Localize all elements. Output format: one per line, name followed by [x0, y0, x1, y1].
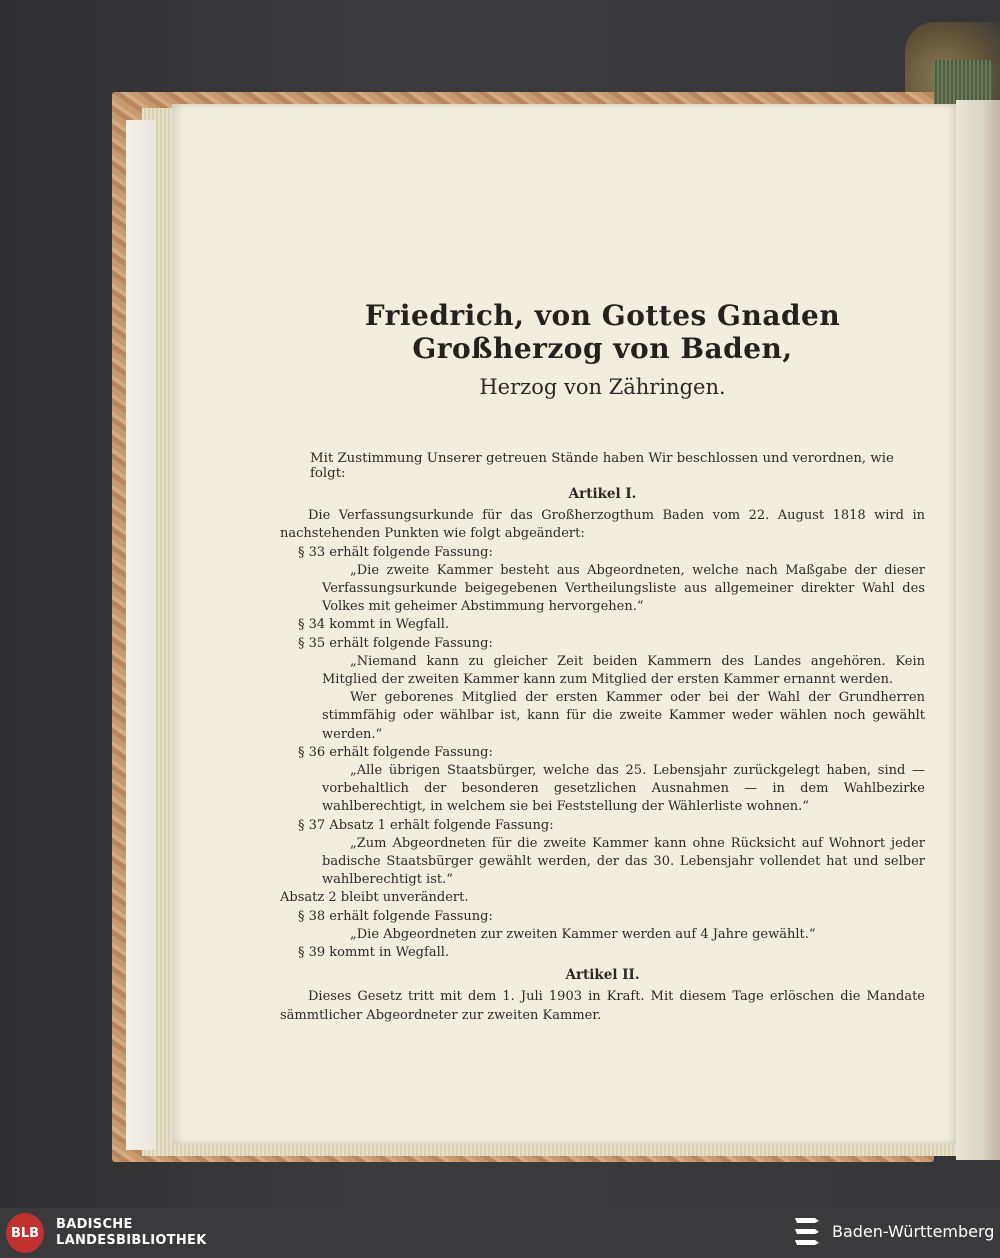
- document-subtitle: Herzog von Zähringen.: [479, 375, 726, 399]
- section-38-label: § 38 erhält folgende Fassung:: [298, 908, 493, 924]
- blb-logo[interactable]: BLB: [6, 1213, 44, 1253]
- section-39: § 39 kommt in Wegfall.: [298, 945, 450, 961]
- section-33-label: § 33 erhält folgende Fassung:: [298, 544, 493, 560]
- right-page-edge: [956, 100, 1000, 1160]
- section-36-text: „Alle übrigen Staatsbürger, welche das 25. Lebensjahr zurückgelegt haben, sind — vorbehaltlich der besonderen gesetzlichen Ausnahmen — in dem Wahlbezirke wahlberechtigt, in welchem sie bei Feststellung der Wählerliste wohnen.“: [322, 763, 925, 815]
- section-34: § 34 kommt in Wegfall.: [298, 617, 450, 633]
- section-36-label: § 36 erhält folgende Fassung:: [298, 744, 493, 760]
- library-name-line-1: BADISCHE: [56, 1217, 133, 1232]
- article-1-intro: Die Verfassungsurkunde für das Großherzogthum Baden vom 22. August 1818 wird in nachstehenden Punkten wie folgt abgeändert:: [280, 508, 925, 542]
- library-name[interactable]: [56, 1217, 207, 1249]
- article-2-heading: Artikel II.: [565, 967, 640, 984]
- section-38-text: „Die Abgeordneten zur zweiten Kammer werden auf 4 Jahre gewählt.“: [350, 926, 816, 942]
- section-37-absatz-2: Absatz 2 bleibt unverändert.: [280, 890, 469, 906]
- document-body: [280, 485, 925, 1025]
- article-2-text: Dieses Gesetz tritt mit dem 1. Juli 1903 in Kraft. Mit diesem Tage erlöschen die Mandate sämmtlicher Abgeordneter zur zweiten Kammer.: [280, 989, 925, 1023]
- intro-text: Mit Zustimmung Unserer getreuen Stände haben Wir beschlossen und verordnen, wie folgt:: [310, 451, 894, 481]
- state-name[interactable]: Baden-Württemberg: [832, 1222, 995, 1241]
- document-title: Friedrich, von Gottes Gnaden Großherzog von Baden,: [364, 299, 841, 365]
- article-1-heading: Artikel I.: [568, 486, 637, 502]
- section-37-text: „Zum Abgeordneten für die zweite Kammer kann ohne Rücksicht auf Wohnort jeder badische Staatsbürger gewählt werden, der das 30. Lebensjahr vollendet hat und selber wahlberechtigt ist.“: [322, 835, 925, 888]
- page-content: [280, 299, 925, 1025]
- left-pages: [126, 120, 156, 1150]
- section-37-label: § 37 Absatz 1 erhält folgende Fassung:: [298, 817, 554, 833]
- library-name-line-2: LANDESBIBLIOTHEK: [56, 1233, 207, 1248]
- section-35-text-2: Wer geborenes Mitglied der ersten Kammer oder bei der Wahl der Grundherren stimmfähig oder wählbar ist, kann für die zweite Kammer weder wählen noch gewählt werden.“: [322, 690, 925, 742]
- section-35-label: § 35 erhält folgende Fassung:: [298, 635, 493, 651]
- footer-bar: [0, 1208, 1000, 1258]
- lions-coat-of-arms-icon: [792, 1215, 822, 1251]
- section-33-text: „Die zweite Kammer besteht aus Abgeordneten, welche nach Maßgabe der dieser Verfassungsurkunde beigegebenen Vertheilungsliste aus allgemeiner direkter Wahl des Volkes mit geheimer Abstimmung hervorgehen.“: [322, 562, 925, 615]
- document-page: [172, 104, 956, 1144]
- section-35-text-1: „Niemand kann zu gleicher Zeit beiden Kammern des Landes angehören. Kein Mitglied der zweiten Kammer kann zum Mitglied der ersten Kammer ernannt werden.: [322, 653, 925, 688]
